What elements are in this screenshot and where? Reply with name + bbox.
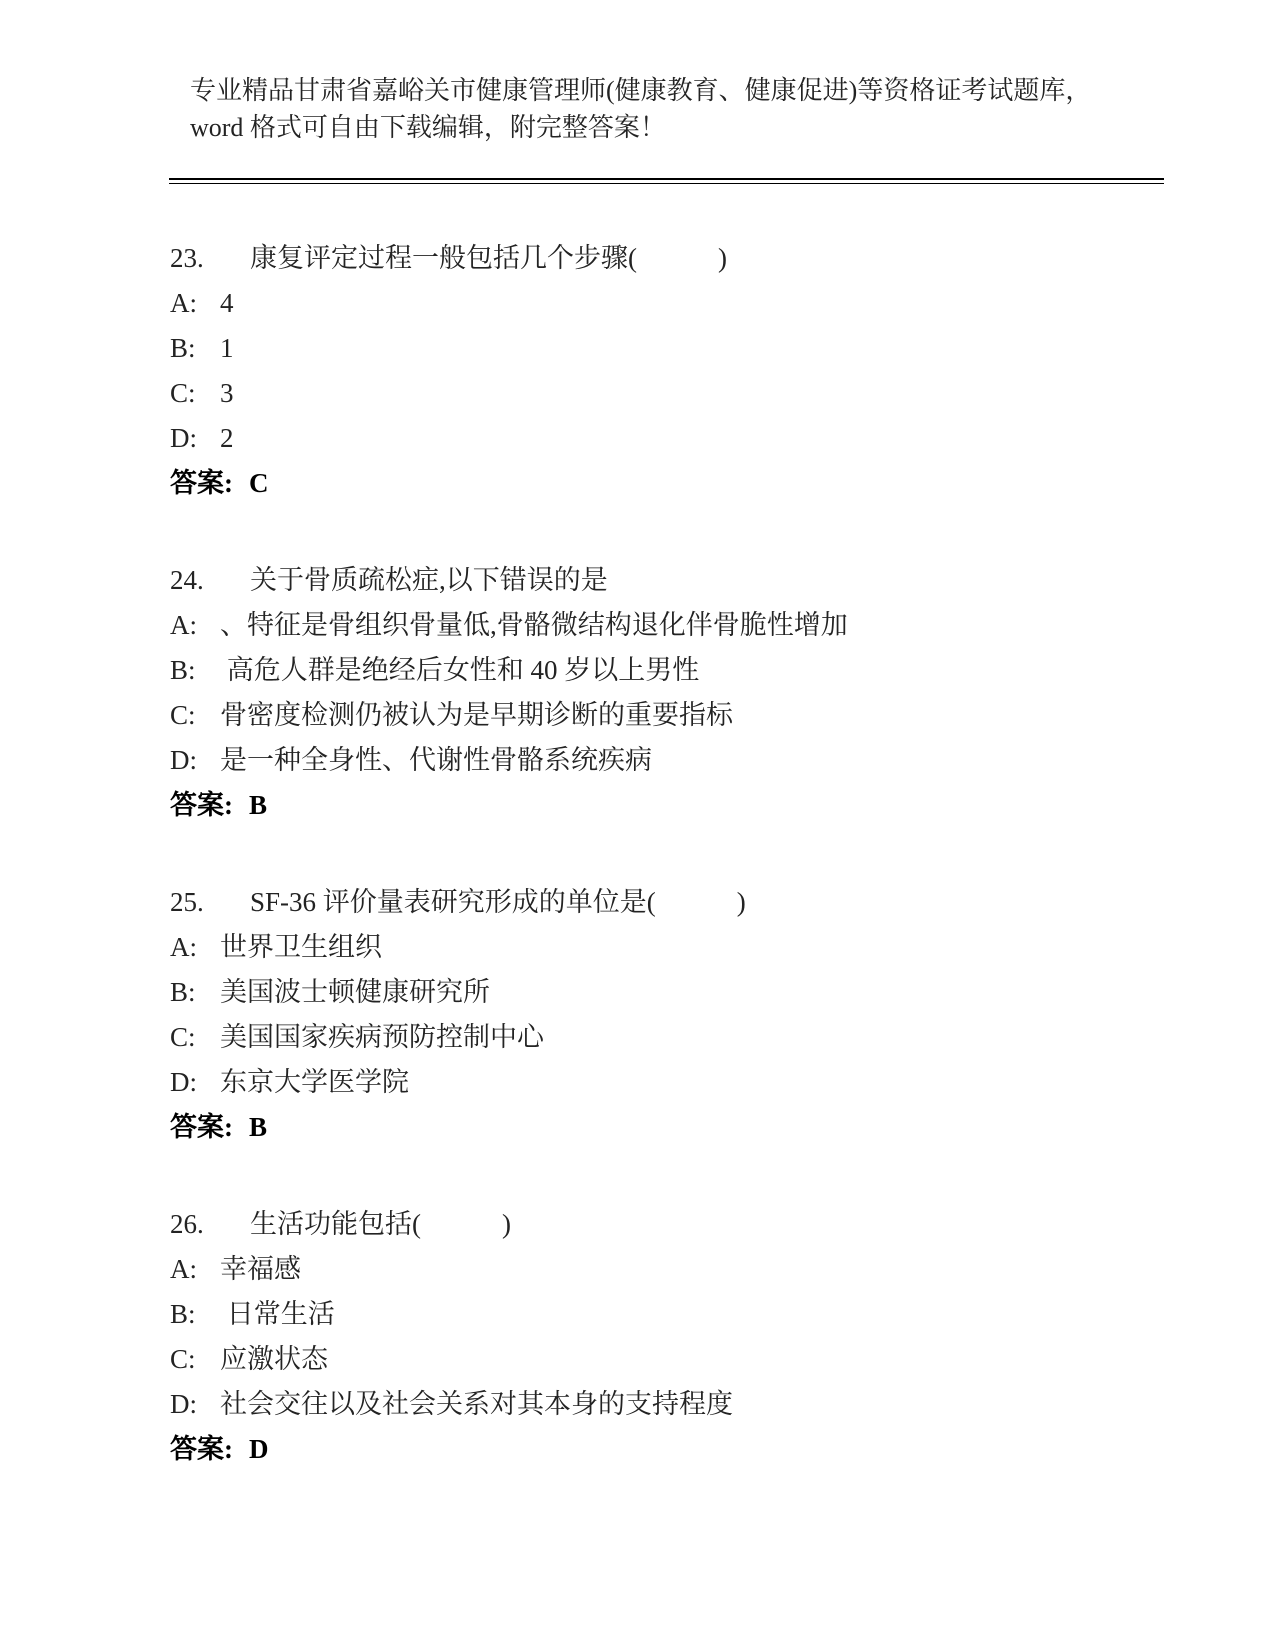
answer-label: 答案:	[170, 468, 233, 498]
answer-value: D	[249, 1434, 269, 1464]
option-text: 2	[220, 423, 234, 453]
option-letter: D:	[170, 1067, 197, 1097]
option-text: 世界卫生组织	[220, 932, 382, 962]
option-letter: D:	[170, 1389, 197, 1419]
option-text: 、特征是骨组织骨量低,骨骼微结构退化伴骨脆性增加	[220, 610, 848, 640]
option-letter: A:	[170, 932, 197, 962]
option-text: 应激状态	[220, 1344, 328, 1374]
answer-label: 答案:	[170, 1112, 233, 1142]
question-block-23	[170, 236, 1115, 506]
option-letter: C:	[170, 378, 196, 408]
question-option	[170, 1382, 1115, 1427]
option-text: 3	[220, 378, 234, 408]
option-letter: A:	[170, 288, 197, 318]
question-option	[170, 648, 1115, 693]
question-number: 23.	[170, 243, 204, 273]
question-option	[170, 1247, 1115, 1292]
option-letter: A:	[170, 610, 197, 640]
option-text: 骨密度检测仍被认为是早期诊断的重要指标	[220, 700, 733, 730]
question-block-26	[170, 1202, 1115, 1472]
question-answer	[170, 1427, 1115, 1472]
answer-value: B	[249, 790, 268, 820]
option-text: 4	[220, 288, 234, 318]
option-letter: A:	[170, 1254, 197, 1284]
question-answer	[170, 783, 1115, 828]
header-line-1: 专业精品甘肃省嘉峪关市健康管理师(健康教育、健康促进)等资格证考试题库，	[190, 76, 1092, 105]
question-number: 26.	[170, 1209, 204, 1239]
header-divider-rule	[169, 178, 1164, 184]
option-text: 高危人群是绝经后女性和 40 岁以上男性	[220, 655, 700, 685]
option-text: 日常生活	[220, 1299, 335, 1329]
answer-label: 答案:	[170, 1434, 233, 1464]
answer-value: B	[249, 1112, 268, 1142]
question-option	[170, 281, 1115, 326]
question-text: 关于骨质疏松症,以下错误的是	[250, 565, 608, 595]
question-text: 生活功能包括( )	[250, 1209, 511, 1239]
option-letter: C:	[170, 700, 196, 730]
question-option	[170, 1292, 1115, 1337]
option-text: 美国波士顿健康研究所	[220, 977, 490, 1007]
option-letter: C:	[170, 1022, 196, 1052]
question-option	[170, 1060, 1115, 1105]
question-number: 24.	[170, 565, 204, 595]
option-letter: C:	[170, 1344, 196, 1374]
question-option	[170, 1337, 1115, 1382]
question-option	[170, 603, 1115, 648]
question-block-25	[170, 880, 1115, 1150]
option-text: 东京大学医学院	[220, 1067, 409, 1097]
question-option	[170, 326, 1115, 371]
option-letter: B:	[170, 1299, 196, 1329]
question-title	[170, 1202, 1115, 1247]
option-letter: D:	[170, 745, 197, 775]
option-letter: B:	[170, 333, 196, 363]
option-letter: D:	[170, 423, 197, 453]
question-title	[170, 558, 1115, 603]
question-title	[170, 236, 1115, 281]
question-option	[170, 693, 1115, 738]
question-answer	[170, 461, 1115, 506]
question-option	[170, 371, 1115, 416]
question-option	[170, 416, 1115, 461]
header-line-2: word 格式可自由下载编辑，附完整答案！	[190, 113, 666, 142]
question-number: 25.	[170, 887, 204, 917]
question-block-24	[170, 558, 1115, 828]
option-letter: B:	[170, 655, 196, 685]
option-letter: B:	[170, 977, 196, 1007]
question-text: SF-36 评价量表研究形成的单位是( )	[250, 887, 746, 917]
question-option	[170, 970, 1115, 1015]
option-text: 幸福感	[220, 1254, 301, 1284]
answer-value: C	[249, 468, 269, 498]
answer-label: 答案:	[170, 790, 233, 820]
question-option	[170, 738, 1115, 783]
question-answer	[170, 1105, 1115, 1150]
question-text: 康复评定过程一般包括几个步骤( )	[250, 243, 727, 273]
question-title	[170, 880, 1115, 925]
question-option	[170, 925, 1115, 970]
option-text: 社会交往以及社会关系对其本身的支持程度	[220, 1389, 733, 1419]
option-text: 美国国家疾病预防控制中心	[220, 1022, 544, 1052]
option-text: 是一种全身性、代谢性骨骼系统疾病	[220, 745, 652, 775]
question-list	[170, 236, 1115, 1472]
question-option	[170, 1015, 1115, 1060]
page-header	[190, 0, 1110, 146]
option-text: 1	[220, 333, 234, 363]
